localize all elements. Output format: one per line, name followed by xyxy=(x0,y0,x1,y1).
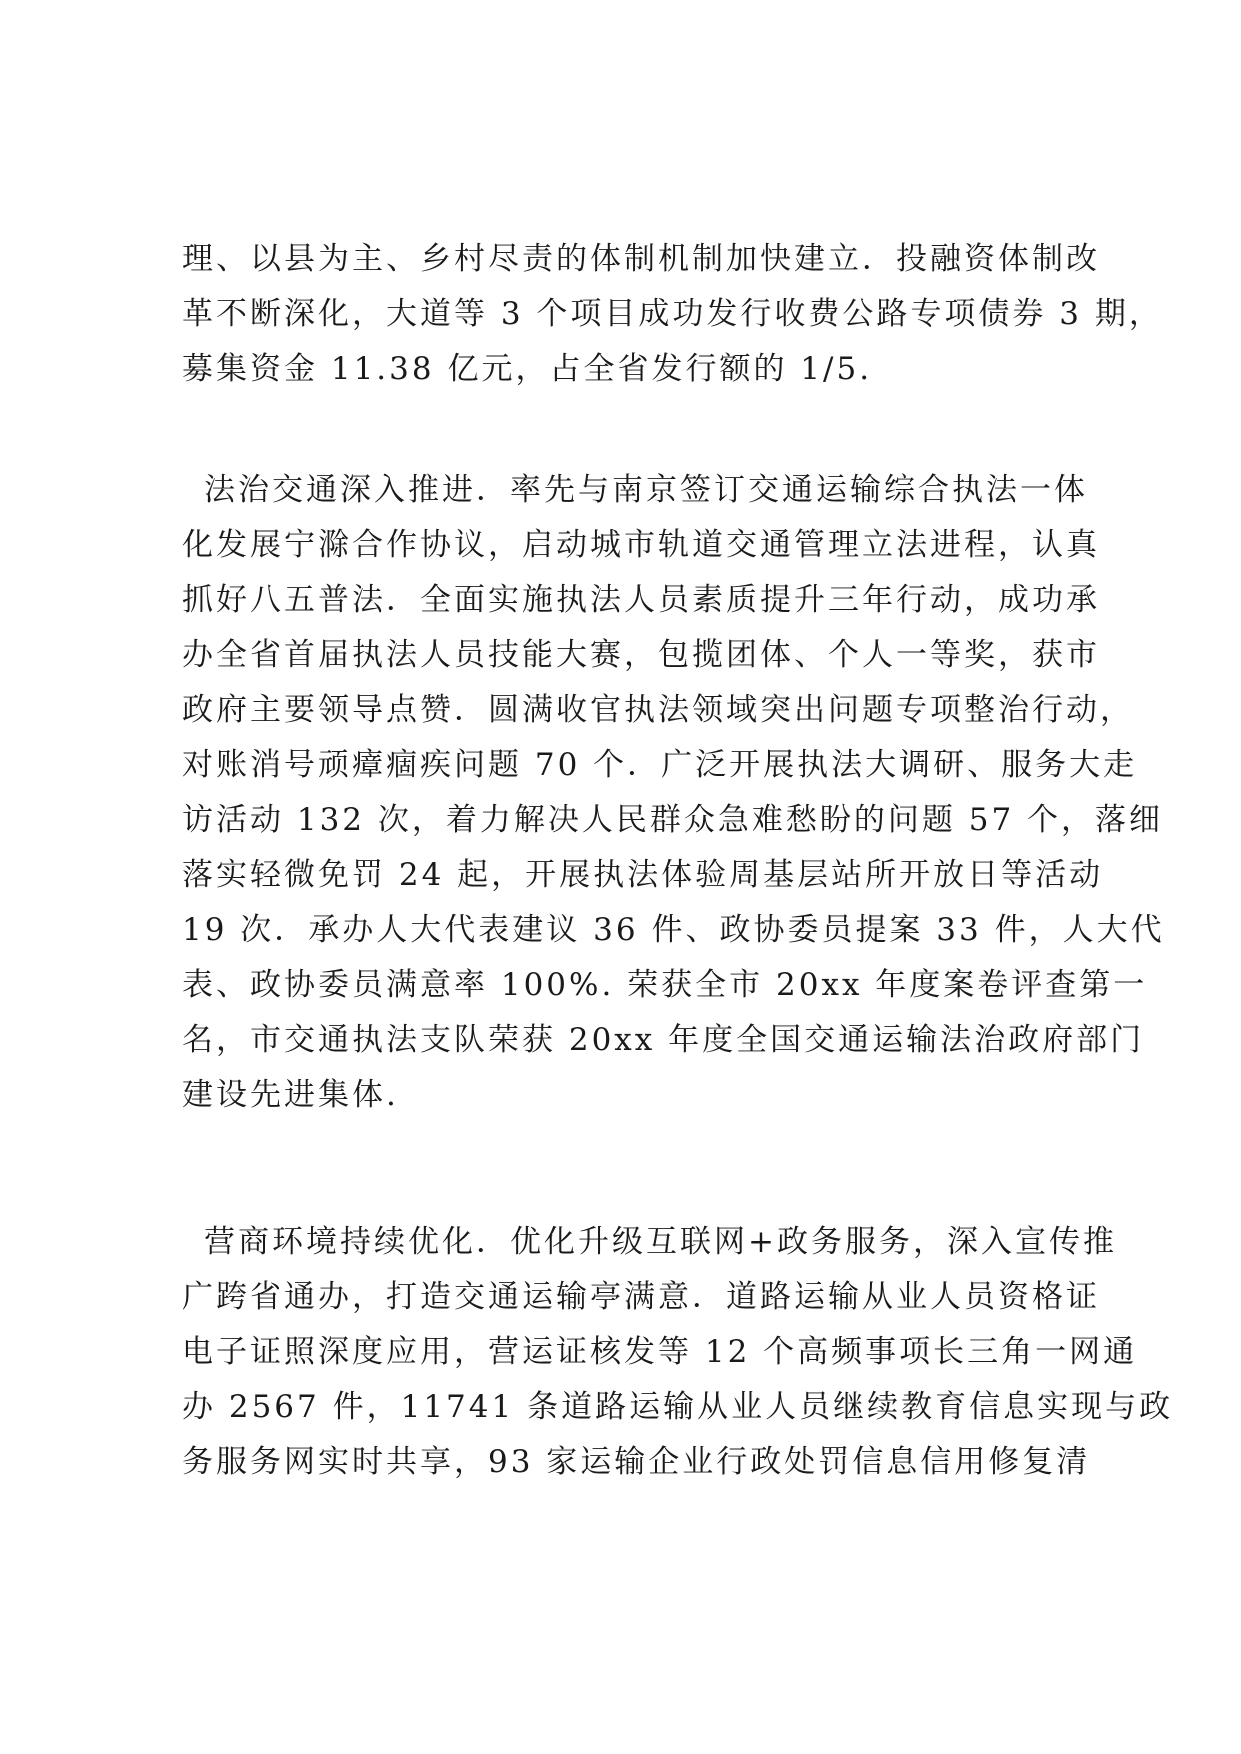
text-line: 落实轻微免罚 24 起，开展执法体验周基层站所开放日等活动 xyxy=(182,857,1104,893)
text-line: 名，市交通执法支队荣获 20xx 年度全国交通运输法治政府部门 xyxy=(182,1022,1145,1058)
text-line: 募集资金 11.38 亿元，占全省发行额的 1/5. xyxy=(182,351,873,387)
text-line: 办 2567 件，11741 条道路运输从业人员继续教育信息实现与政 xyxy=(182,1389,1174,1425)
paragraph-investment xyxy=(182,232,1163,397)
text-line: 抓好八五普法．全面实施执法人员素质提升三年行动，成功承 xyxy=(182,582,1100,618)
paragraph-business-environment xyxy=(182,1215,1174,1490)
text-line: 访活动 132 次，着力解决人民群众急难愁盼的问题 57 个，落细 xyxy=(182,802,1164,838)
text-line: 理、以县为主、乡村尽责的体制机制加快建立．投融资体制改 xyxy=(182,241,1100,277)
text-line: 务服务网实时共享，93 家运输企业行政处罚信息信用修复清 xyxy=(182,1444,1091,1480)
text-line: 革不断深化，大道等 3 个项目成功发行收费公路专项债券 3 期， xyxy=(182,296,1163,332)
text-line: 法治交通深入推进．率先与南京签订交通运输综合执法一体 xyxy=(204,472,1088,508)
text-line: 办全省首届执法人员技能大赛，包揽团体、个人一等奖，获市 xyxy=(182,637,1100,673)
text-line: 建设先进集体. xyxy=(182,1077,399,1113)
text-line: 对账消号顽瘴痼疾问题 70 个．广泛开展执法大调研、服务大走 xyxy=(182,747,1138,783)
text-line: 化发展宁滁合作协议，启动城市轨道交通管理立法进程，认真 xyxy=(182,527,1100,563)
text-line: 广跨省通办，打造交通运输亭满意．道路运输从业人员资格证 xyxy=(182,1279,1100,1315)
text-line: 表、政协委员满意率 100%. 荣获全市 20xx 年度案卷评查第一 xyxy=(182,967,1148,1003)
text-line: 政府主要领导点赞．圆满收官执法领域突出问题专项整治行动， xyxy=(182,692,1134,728)
text-line: 19 次．承办人大代表建议 36 件、政协委员提案 33 件，人大代 xyxy=(182,912,1165,948)
text-line: 电子证照深度应用，营运证核发等 12 个高频事项长三角一网通 xyxy=(182,1334,1138,1370)
text-line: 营商环境持续优化．优化升级互联网+政务服务，深入宣传推 xyxy=(204,1224,1117,1260)
paragraph-rule-of-law xyxy=(182,463,1165,1123)
